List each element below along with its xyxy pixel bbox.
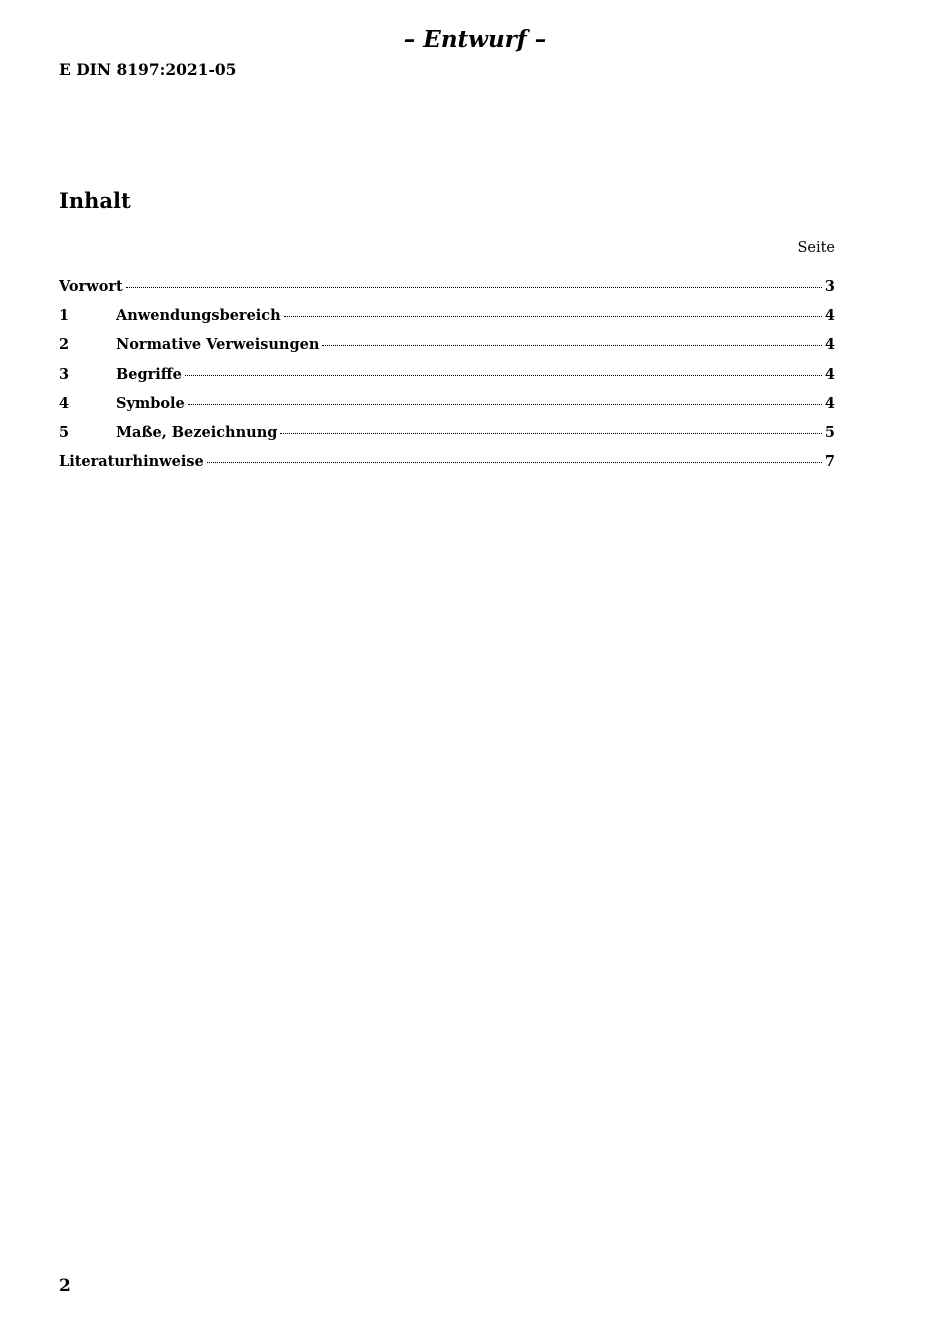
toc-dot-leader [322,345,822,346]
toc-entry-title: Vorwort [59,278,123,295]
toc-entry-title: Anwendungsbereich [116,307,281,325]
toc-entry-number: 1 [59,307,70,325]
toc-entry-anwendungsbereich[interactable] [59,307,835,336]
toc-entry-page: 4 [824,365,835,383]
toc-entry-title: Literaturhinweise [59,453,204,471]
table-of-contents [59,278,835,482]
toc-entry-vorwort[interactable] [59,278,835,307]
toc-dot-leader [207,462,822,463]
toc-entry-number: 5 [59,423,70,441]
toc-entry-masse-bezeichnung[interactable] [59,424,835,453]
toc-entry-title: Normative Verweisungen [116,336,320,354]
toc-entry-page: 4 [824,394,835,412]
toc-entry-page: 4 [824,336,835,354]
toc-title: Inhalt [59,188,131,213]
toc-entry-number: 4 [59,394,70,412]
toc-dot-leader [126,287,822,288]
toc-dot-leader [188,404,822,405]
toc-entry-title: Symbole [116,394,185,412]
toc-entry-page: 4 [824,307,835,325]
toc-entry-title: Begriffe [116,365,182,383]
toc-dot-leader [280,433,822,434]
toc-entry-page: 5 [824,423,835,441]
toc-entry-symbole[interactable] [59,395,835,424]
toc-entry-number: 3 [59,365,70,383]
toc-entry-number: 2 [59,336,70,354]
toc-dot-leader [185,375,822,376]
toc-entry-literaturhinweise[interactable] [59,453,835,482]
toc-entry-page: 7 [824,453,835,471]
page-number: 2 [59,1276,71,1296]
toc-entry-page: 3 [824,278,835,295]
document-id: E DIN 8197:2021-05 [59,60,237,79]
toc-entry-normative-verweisungen[interactable] [59,336,835,365]
toc-entry-title: Maße, Bezeichnung [116,423,278,441]
toc-entry-begriffe[interactable] [59,366,835,395]
page-column-label: Seite [797,240,835,256]
draft-watermark-heading: – Entwurf – [403,26,547,53]
toc-dot-leader [284,316,822,317]
